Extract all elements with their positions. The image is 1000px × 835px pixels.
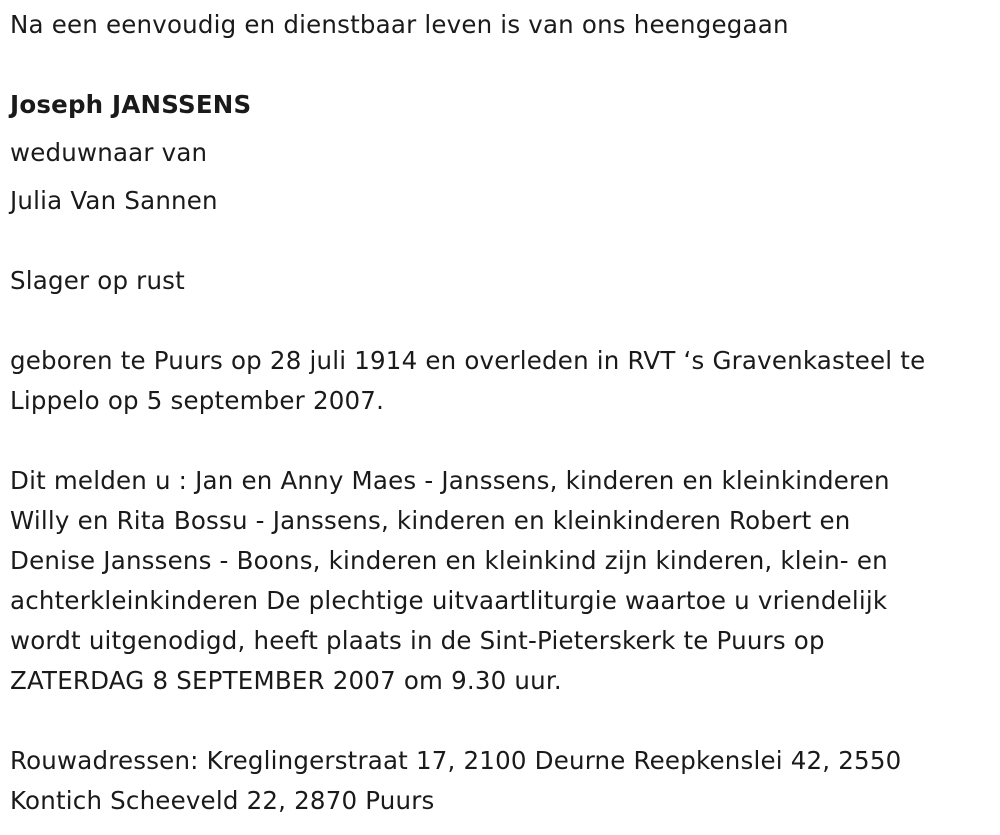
address-line: Kontich Scheeveld 22, 2870 Puurs bbox=[10, 786, 435, 815]
occupation-text: Slager op rust bbox=[10, 266, 185, 295]
spouse-name: Julia Van Sannen bbox=[10, 186, 218, 215]
birth-death-line: geboren te Puurs op 28 juli 1914 en overleden in RVT ‘s Gravenkasteel te bbox=[10, 346, 926, 375]
relation-text: weduwnaar van bbox=[10, 138, 208, 167]
announcement-line: wordt uitgenodigd, heeft plaats in de Sint-Pieterskerk te Puurs op bbox=[10, 626, 825, 655]
deceased-name: Joseph JANSSENS bbox=[10, 90, 252, 119]
birth-death-line: Lippelo op 5 september 2007. bbox=[10, 386, 385, 415]
announcement-line: achterkleinkinderen De plechtige uitvaartliturgie waartoe u vriendelijk bbox=[10, 586, 888, 615]
announcement-line: Denise Janssens - Boons, kinderen en kleinkind zijn kinderen, klein- en bbox=[10, 546, 888, 575]
announcement-line: ZATERDAG 8 SEPTEMBER 2007 om 9.30 uur. bbox=[10, 666, 562, 695]
intro-text: Na een eenvoudig en dienstbaar leven is van ons heengegaan bbox=[10, 10, 789, 39]
announcement-line: Dit melden u : Jan en Anny Maes - Janssens, kinderen en kleinkinderen bbox=[10, 466, 890, 495]
announcement-line: Willy en Rita Bossu - Janssens, kinderen en kleinkinderen Robert en bbox=[10, 506, 851, 535]
address-line: Rouwadressen: Kreglingerstraat 17, 2100 Deurne Reepkenslei 42, 2550 bbox=[10, 746, 902, 775]
